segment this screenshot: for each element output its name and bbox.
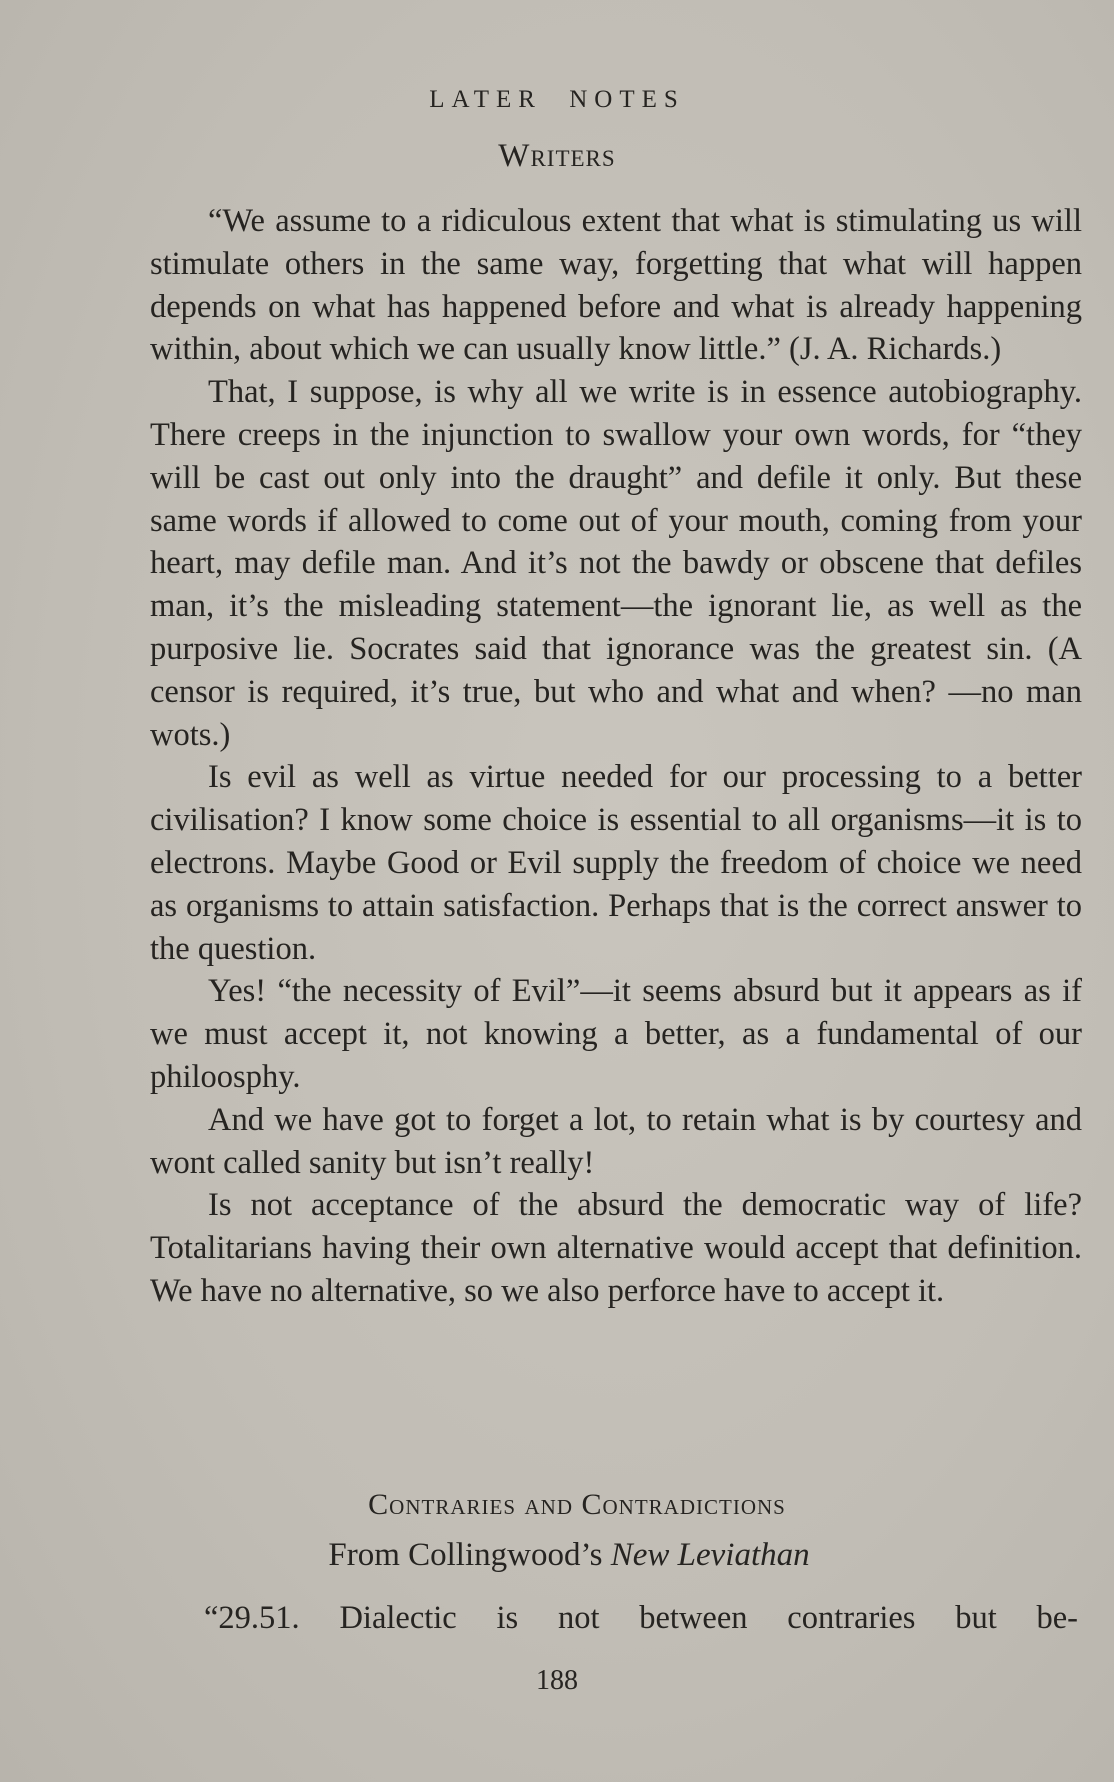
paragraph: “We assume to a ridiculous extent that what is stimulating us will stimulate others in the same way, forgetting that what will happen depends on what has happened before and what is already happening within, about which we can usually know little.” (J. A. Richards.) <box>150 203 1082 368</box>
section-title-writers: Writers <box>498 138 616 174</box>
paragraph: Is not acceptance of the absurd the democratic way of life? Totalitarians having their own alternative would accept that definition. We have no alternative, so we also perforce have to accept it. <box>150 1187 1082 1309</box>
section-title-contraries: Contraries and Contradictions <box>368 1488 786 1521</box>
running-head: LATER NOTES <box>429 86 685 113</box>
book-title: New Leviathan <box>610 1537 810 1573</box>
paragraph: And we have got to forget a lot, to retain what is by courtesy and wont called sanity but isn’t really! <box>150 1101 1082 1181</box>
body-text <box>150 200 1082 1313</box>
subtitle-prefix: From Collingwood’s <box>328 1537 611 1573</box>
paragraph: That, I suppose, is why all we write is in essence autobiography. There creeps in the injunction to swallow your own words, for “they will be cast out only into the draught” and defile it only. But these same words if allowed to come out of your mouth, coming from your heart, may defile man. And it’s not the bawdy or obscene that defiles man, it’s the misleading statement—the ignorant lie, as well as the purposive lie. Socrates said that ignorance was the greatest sin. (A censor is required, it’s true, but who and what and when? —no man wots.) <box>150 374 1082 753</box>
section-subtitle <box>0 1537 1114 1574</box>
paragraph: Is evil as well as virtue needed for our processing to a better civilisation? I know some choice is essential to all organisms—it is to electrons. Maybe Good or Evil supply the freedom of choice we need as organisms to attain satisfaction. Perhaps that is the correct answer to the question. <box>150 759 1082 967</box>
page-number: 188 <box>536 1665 578 1696</box>
paragraph: Yes! “the necessity of Evil”—it seems absurd but it appears as if we must accept it, not knowing a better, as a fundamental of our philoosphy. <box>150 973 1082 1095</box>
quotation-start: “29.51. Dialectic is not between contraries but be- <box>204 1600 1078 1636</box>
